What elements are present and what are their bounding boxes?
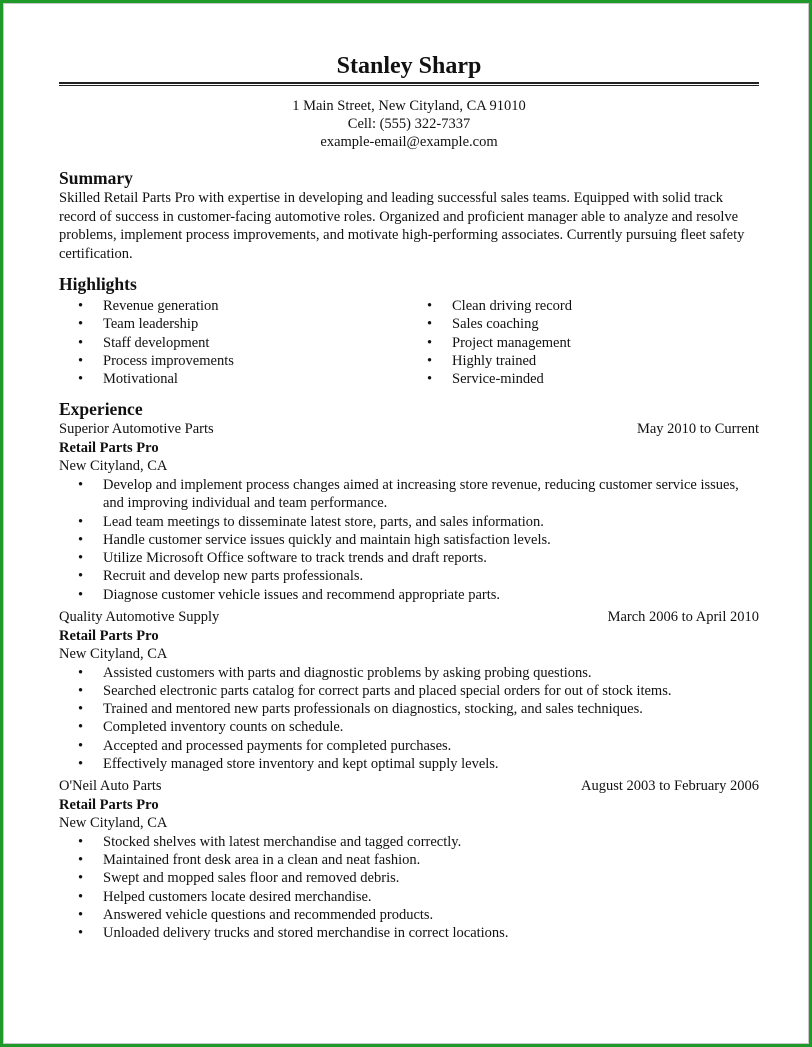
job-bullets bbox=[77, 664, 759, 774]
job-header bbox=[59, 608, 759, 627]
job-company: Superior Automotive Parts bbox=[59, 421, 214, 438]
job-bullet: • Lead team meetings to disseminate latest store, parts, and sales information. bbox=[77, 513, 759, 531]
job-location: New Cityland, CA bbox=[59, 646, 168, 663]
contact-email: example-email@example.com bbox=[320, 134, 498, 150]
job-header bbox=[59, 420, 759, 439]
job-dates: May 2010 to Current bbox=[636, 421, 759, 438]
highlight-item: • Clean driving record bbox=[426, 297, 572, 315]
job-location: New Cityland, CA bbox=[59, 458, 168, 475]
job-bullets bbox=[77, 833, 759, 943]
highlight-item: • Project management bbox=[426, 334, 572, 352]
job-dates: March 2006 to April 2010 bbox=[607, 609, 759, 626]
job-location: New Cityland, CA bbox=[59, 815, 168, 832]
job-title: Retail Parts Pro bbox=[59, 796, 159, 813]
contact-address: 1 Main Street, New Cityland, CA 91010 bbox=[292, 98, 526, 114]
highlights-left-column bbox=[77, 297, 426, 388]
job-bullet: • Helped customers locate desired merchandise. bbox=[77, 888, 759, 906]
job-bullet: • Searched electronic parts catalog for correct parts and placed special orders for out of stock items. bbox=[77, 682, 759, 700]
job-bullet: • Completed inventory counts on schedule. bbox=[77, 718, 759, 736]
contact-phone: Cell: (555) 322-7337 bbox=[347, 116, 471, 132]
job-title: Retail Parts Pro bbox=[59, 439, 159, 456]
summary-text: Skilled Retail Parts Pro with expertise in developing and leading successful sales teams. Equipped with solid track record of success in customer-facing automotive roles. Organized and proficient manager able to analyze and resolve problems, implement process improvements, and motivate high-performing associates. Currently pursuing fleet safety certification. bbox=[59, 190, 745, 262]
highlight-item: • Process improvements bbox=[77, 352, 426, 370]
job-bullet: • Accepted and processed payments for completed purchases. bbox=[77, 737, 759, 755]
highlight-item: • Team leadership bbox=[77, 315, 426, 333]
job-entry bbox=[59, 608, 759, 773]
highlight-item: • Service-minded bbox=[426, 370, 572, 388]
highlight-item: • Motivational bbox=[77, 370, 426, 388]
job-dates: August 2003 to February 2006 bbox=[580, 778, 759, 795]
job-bullet: • Unloaded delivery trucks and stored merchandise in correct locations. bbox=[77, 924, 759, 942]
candidate-name: Stanley Sharp bbox=[336, 53, 482, 79]
header-divider bbox=[59, 82, 759, 86]
highlight-item: • Highly trained bbox=[426, 352, 572, 370]
job-bullet: • Stocked shelves with latest merchandise and tagged correctly. bbox=[77, 833, 759, 851]
job-bullet: • Effectively managed store inventory and kept optimal supply levels. bbox=[77, 755, 759, 773]
job-company: O'Neil Auto Parts bbox=[59, 778, 162, 795]
job-entry bbox=[59, 777, 759, 942]
resume-page bbox=[59, 4, 759, 943]
job-bullet: • Answered vehicle questions and recommended products. bbox=[77, 906, 759, 924]
highlights-heading: Highlights bbox=[59, 274, 137, 294]
document-frame bbox=[3, 3, 809, 1044]
job-bullet: • Diagnose customer vehicle issues and recommend appropriate parts. bbox=[77, 586, 759, 604]
job-bullet: • Assisted customers with parts and diagnostic problems by asking probing questions. bbox=[77, 664, 759, 682]
highlight-item: • Staff development bbox=[77, 334, 426, 352]
job-bullet: • Maintained front desk area in a clean and neat fashion. bbox=[77, 851, 759, 869]
job-bullet: • Develop and implement process changes aimed at increasing store revenue, reducing customer service issues, and improving individual and team performance. bbox=[77, 476, 759, 513]
highlight-item: • Sales coaching bbox=[426, 315, 572, 333]
summary-heading: Summary bbox=[59, 168, 133, 188]
highlight-item: • Revenue generation bbox=[77, 297, 426, 315]
experience-heading: Experience bbox=[59, 399, 143, 420]
job-bullet: • Recruit and develop new parts professionals. bbox=[77, 567, 759, 585]
job-bullet: • Swept and mopped sales floor and removed debris. bbox=[77, 869, 759, 887]
job-entry bbox=[59, 420, 759, 604]
job-bullets bbox=[77, 476, 759, 604]
highlights-list bbox=[59, 297, 759, 388]
job-bullet: • Trained and mentored new parts professionals on diagnostics, stocking, and sales techniques. bbox=[77, 700, 759, 718]
job-company: Quality Automotive Supply bbox=[59, 609, 220, 626]
job-bullet: • Utilize Microsoft Office software to track trends and draft reports. bbox=[77, 549, 759, 567]
job-title: Retail Parts Pro bbox=[59, 627, 159, 644]
contact-block bbox=[59, 97, 759, 151]
highlights-right-column bbox=[426, 297, 572, 388]
job-bullet: • Handle customer service issues quickly and maintain high satisfaction levels. bbox=[77, 531, 759, 549]
job-header bbox=[59, 777, 759, 796]
